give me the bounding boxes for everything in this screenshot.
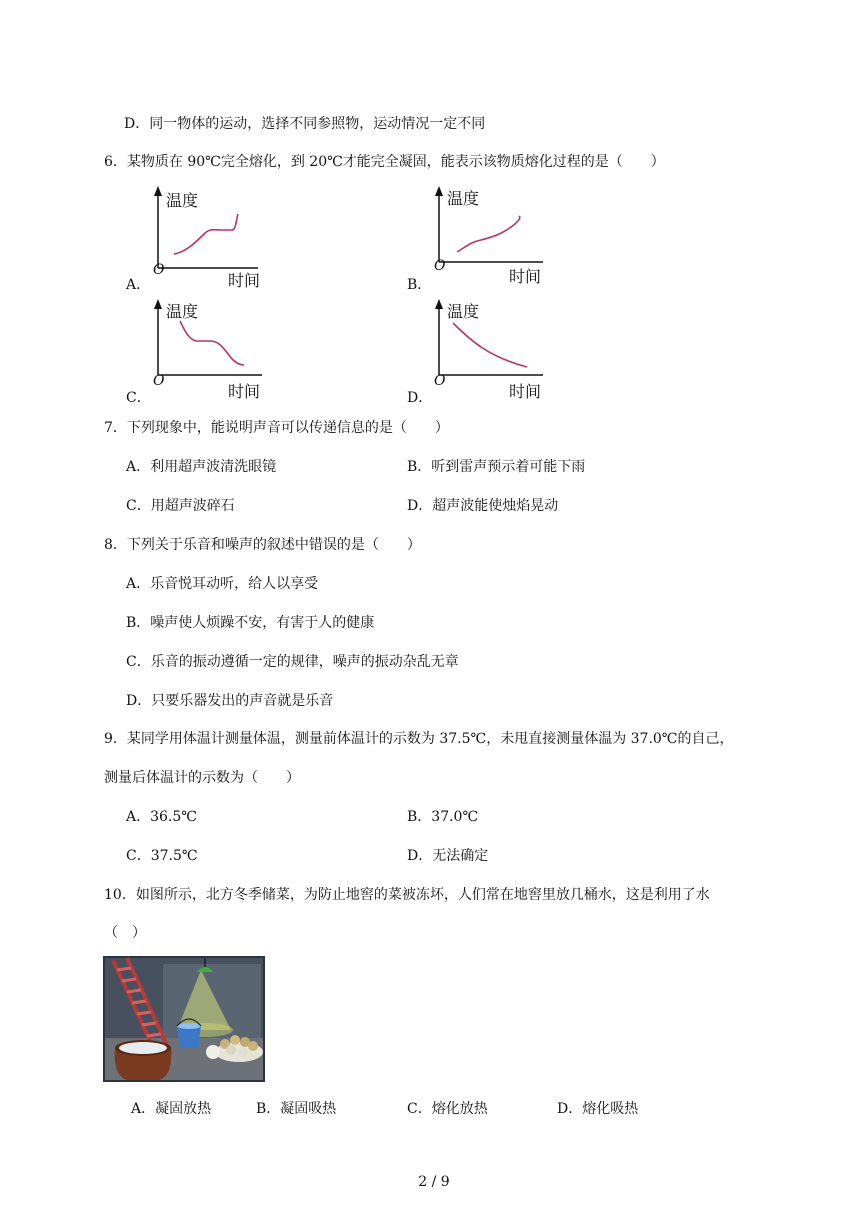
q10-option-c: C．熔化放热 (407, 1101, 488, 1117)
q6-option-d-letter: D． (407, 390, 433, 406)
q6-graph-a (150, 186, 290, 290)
water-jar-icon (115, 1040, 172, 1080)
q6-graph-b-curve (457, 216, 520, 252)
q6-graph-d-x-label: 时间 (509, 382, 542, 401)
q10-stem-line2: （ ） (104, 925, 146, 941)
q6-graph-d-y-label: 温度 (447, 302, 480, 321)
q7-option-c: C．用超声波碎石 (126, 498, 235, 514)
cellar-illustration (103, 956, 265, 1082)
q6-graph-d-curve (453, 323, 527, 367)
q10-stem-line1: 10．如图所示，北方冬季储菜，为防止地窖的菜被冻坏，人们常在地窖里放几桶水，这是利用了水 (104, 887, 710, 903)
q6-option-b-letter: B． (407, 277, 432, 293)
q9-option-d: D．无法确定 (407, 848, 489, 864)
q7-option-d: D．超声波能使烛焰晃动 (407, 498, 559, 514)
q9-stem-line2: 测量后体温计的示数为（ ） (104, 770, 300, 786)
q10-option-b: B．凝固吸热 (256, 1101, 337, 1117)
q6-graph-c-y-label: 温度 (166, 302, 199, 321)
page-number: 2 / 9 (418, 1174, 450, 1190)
q10-option-d: D．熔化吸热 (557, 1101, 639, 1117)
q8-option-b: B．噪声使人烦躁不安，有害于人的健康 (126, 615, 375, 631)
q10-option-a: A．凝固放热 (131, 1101, 212, 1117)
q6-graph-c-curve (180, 321, 244, 365)
q7-stem: 7．下列现象中，能说明声音可以传递信息的是（ ） (104, 420, 449, 436)
q6-graph-c-origin: O (153, 373, 165, 389)
q8-stem: 8．下列关于乐音和噪声的叙述中错误的是（ ） (104, 537, 421, 553)
q6-graph-b-origin: O (434, 258, 446, 274)
q6-graph-b-x-label: 时间 (509, 267, 542, 286)
q6-graph-a-curve (174, 214, 238, 254)
q6-option-c-letter: C． (126, 390, 151, 406)
q9-option-a: A．36.5℃ (126, 809, 197, 825)
q8-option-c: C．乐音的振动遵循一定的规律，噪声的振动杂乱无章 (126, 654, 459, 670)
q6-stem: 6．某物质在 90℃完全熔化，到 20℃才能完全凝固，能表示该物质熔化过程的是（ ） (104, 154, 665, 170)
q9-option-b: B．37.0℃ (407, 809, 479, 825)
q6-graph-b (431, 186, 571, 286)
q7-option-b: B．听到雷声预示着可能下雨 (407, 459, 586, 475)
q9-stem-line1: 9．某同学用体温计测量体温，测量前体温计的示数为 37.5℃，未甩直接测量体温为 37.0℃的自己， (104, 731, 734, 747)
q6-graph-b-y-label: 温度 (447, 189, 480, 208)
q6-graph-a-x-label: 时间 (228, 271, 261, 290)
q5-option-d: D．同一物体的运动，选择不同参照物，运动情况一定不同 (124, 116, 486, 132)
q6-graph-d-origin: O (434, 373, 446, 389)
q6-graph-d (431, 299, 571, 399)
q7-option-a: A．利用超声波清洗眼镜 (126, 459, 277, 475)
cellar-svg (103, 956, 265, 1082)
q8-option-a: A．乐音悦耳动听，给人以享受 (126, 576, 319, 592)
q8-option-d: D．只要乐器发出的声音就是乐音 (126, 693, 334, 709)
q6-graph-c (150, 299, 290, 399)
q6-graph-a-y-label: 温度 (166, 191, 199, 210)
q6-graph-c-x-label: 时间 (228, 382, 261, 401)
q9-option-c: C．37.5℃ (126, 848, 198, 864)
q6-graph-a-origin: O (153, 262, 165, 278)
q6-option-a-letter: A． (126, 277, 151, 293)
